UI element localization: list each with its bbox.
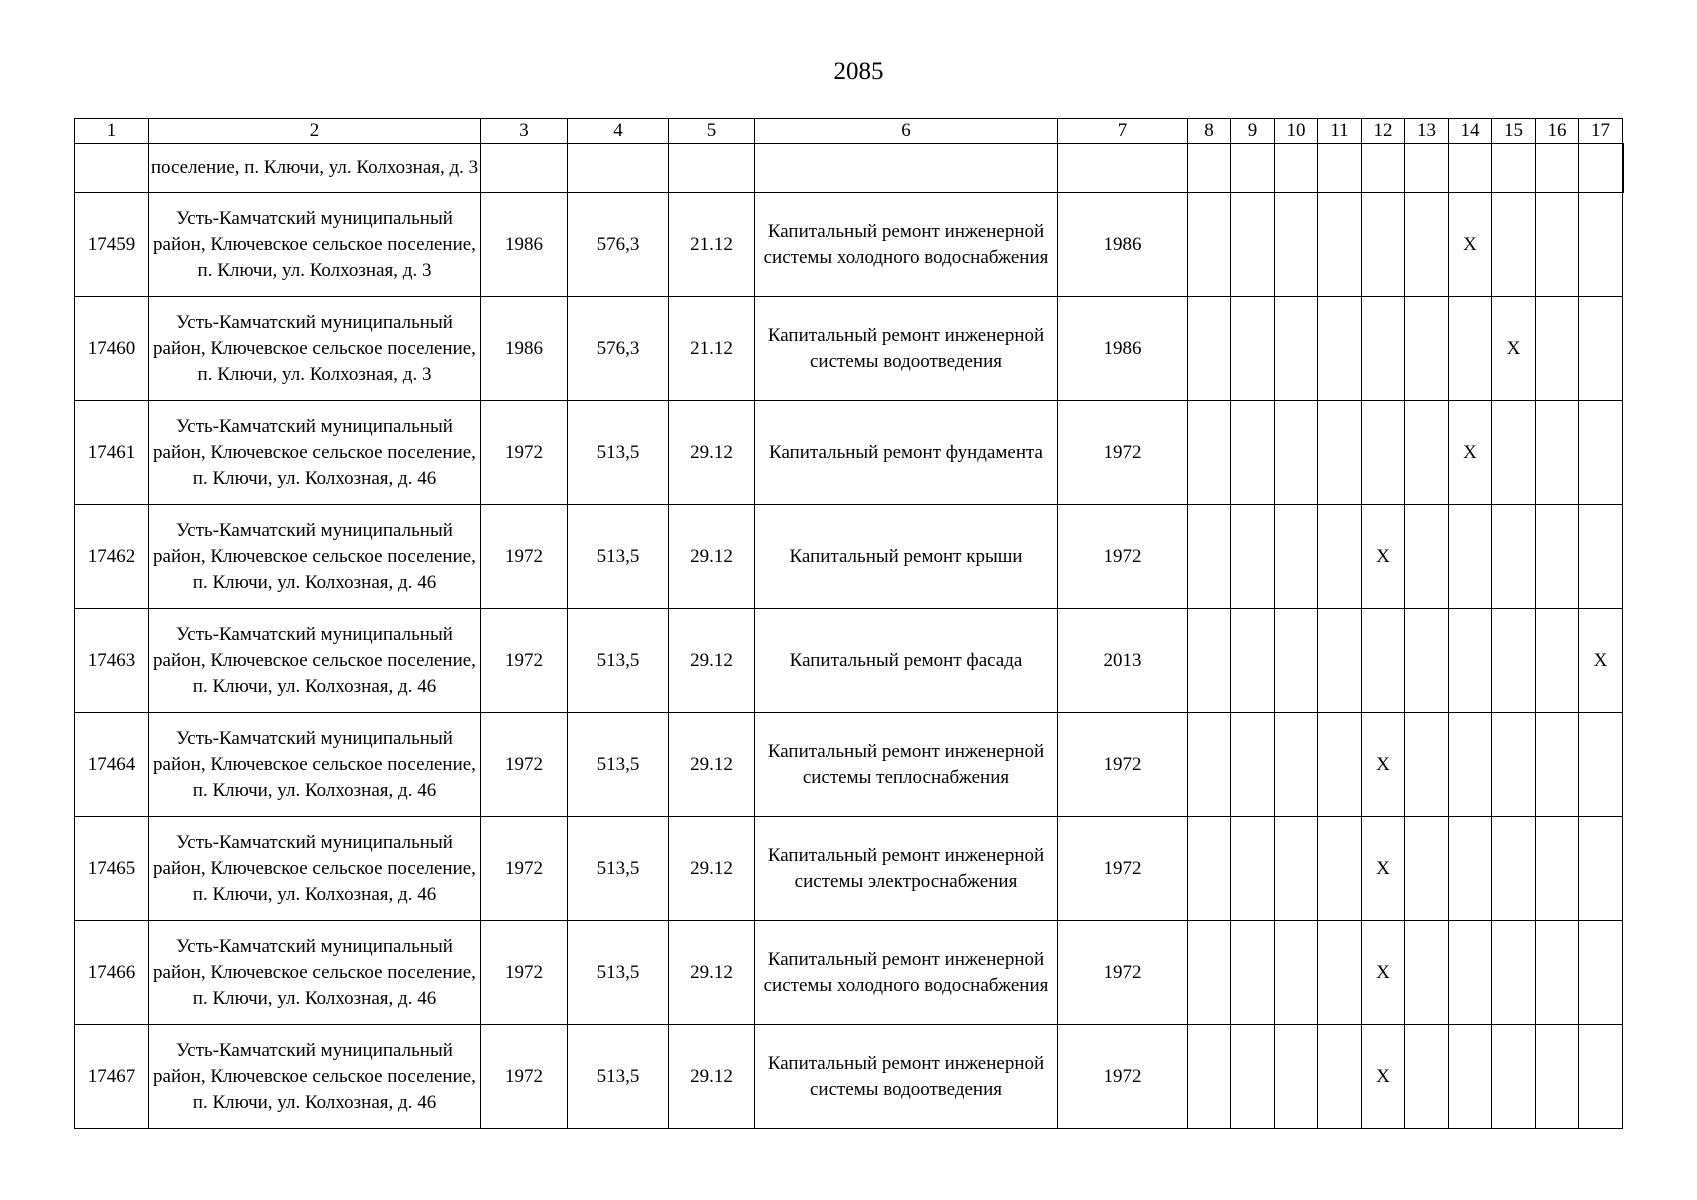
cell-address: Усть-Камчатский муниципальный район, Ключевское сельское поселение, п. Ключи, ул. Колхозная, д. 3 [149,297,481,401]
cell-empty [1318,1025,1362,1129]
cell-empty [568,144,669,193]
cell-empty [1536,817,1579,921]
cell-empty [1188,144,1231,193]
cell-work-type: Капитальный ремонт инженерной системы холодного водоснабжения [755,193,1058,297]
cell-empty [1449,1025,1492,1129]
table-row [75,713,1624,817]
column-header: 10 [1275,119,1318,144]
cell-mark: X [1362,713,1405,817]
column-header: 13 [1405,119,1449,144]
cell-empty [1275,193,1318,297]
cell-empty [1188,193,1231,297]
table-row [75,193,1624,297]
cell-mark: X [1579,609,1623,713]
cell-empty [1318,144,1362,193]
cell-build-year: 1972 [481,817,568,921]
cell-empty [1492,505,1536,609]
cell-mark: X [1362,505,1405,609]
cell-empty [1318,193,1362,297]
cell-address: Усть-Камчатский муниципальный район, Ключевское сельское поселение, п. Ключи, ул. Колхозная, д. 46 [149,817,481,921]
cell-empty [1405,193,1449,297]
cell-empty [1362,609,1405,713]
cell-code: 29.12 [669,1025,755,1129]
cell-mark: X [1362,921,1405,1025]
cell-id: 17463 [75,609,149,713]
cell-empty [1318,713,1362,817]
cell-empty [1449,505,1492,609]
cell-empty [1188,505,1231,609]
cell-work-year: 1972 [1058,1025,1188,1129]
cell-mark: X [1449,193,1492,297]
cell-empty [1405,921,1449,1025]
cell-build-year: 1972 [481,1025,568,1129]
cell-empty [1536,1025,1579,1129]
cell-empty [1579,401,1623,505]
cell-empty [1449,609,1492,713]
cell-empty [1536,921,1579,1025]
cell-empty [1449,297,1492,401]
cell-empty [1492,713,1536,817]
cell-empty [1318,817,1362,921]
cell-empty [1405,297,1449,401]
cell-empty [1275,401,1318,505]
cell-empty [1231,921,1275,1025]
table-row [75,505,1624,609]
cell-empty [1275,713,1318,817]
cell-address: Усть-Камчатский муниципальный район, Ключевское сельское поселение, п. Ключи, ул. Колхозная, д. 46 [149,713,481,817]
cell-empty [1058,144,1188,193]
cell-empty [1492,144,1536,193]
cell-work-type: Капитальный ремонт инженерной системы водоотведения [755,1025,1058,1129]
column-header: 5 [669,119,755,144]
cell-area: 513,5 [568,609,669,713]
cell-code: 21.12 [669,297,755,401]
cell-empty [1275,144,1318,193]
cell-empty [1449,713,1492,817]
cell-empty [1275,1025,1318,1129]
cell-work-year: 1986 [1058,193,1188,297]
column-header: 6 [755,119,1058,144]
cell-empty [1492,921,1536,1025]
cell-work-year: 1972 [1058,713,1188,817]
cell-work-type: Капитальный ремонт инженерной системы теплоснабжения [755,713,1058,817]
table-row [75,401,1624,505]
cell-empty [1449,921,1492,1025]
cell-empty [1231,609,1275,713]
cell-code: 29.12 [669,505,755,609]
cell-empty [1492,1025,1536,1129]
cell-empty [1318,505,1362,609]
cell-empty [1188,609,1231,713]
cell-code: 29.12 [669,401,755,505]
cell-empty [1579,817,1623,921]
cell-work-type: Капитальный ремонт крыши [755,505,1058,609]
continuation-row [75,144,1624,193]
cell-build-year: 1972 [481,713,568,817]
cell-area: 513,5 [568,713,669,817]
cell-empty [1318,401,1362,505]
cell-build-year: 1972 [481,401,568,505]
column-header: 11 [1318,119,1362,144]
cell-empty [1579,297,1623,401]
cell-empty [1405,1025,1449,1129]
cell-empty [1449,817,1492,921]
cell-empty [1536,609,1579,713]
table-row [75,817,1624,921]
cell-area: 513,5 [568,1025,669,1129]
cell-empty [1536,144,1579,193]
cell-empty [1362,297,1405,401]
cell-address: Усть-Камчатский муниципальный район, Ключевское сельское поселение, п. Ключи, ул. Колхозная, д. 3 [149,193,481,297]
cell-id: 17459 [75,193,149,297]
cell-work-year: 1972 [1058,401,1188,505]
column-header: 4 [568,119,669,144]
cell-work-type: Капитальный ремонт фасада [755,609,1058,713]
cell-empty [1579,1025,1623,1129]
cell-id: 17466 [75,921,149,1025]
cell-code: 29.12 [669,817,755,921]
capital-repair-table [74,118,1624,1129]
cell-empty [1231,193,1275,297]
cell-build-year: 1972 [481,609,568,713]
cell-address: Усть-Камчатский муниципальный район, Ключевское сельское поселение, п. Ключи, ул. Колхозная, д. 46 [149,921,481,1025]
cell-build-year: 1986 [481,193,568,297]
cell-code: 21.12 [669,193,755,297]
cell-address: Усть-Камчатский муниципальный район, Ключевское сельское поселение, п. Ключи, ул. Колхозная, д. 46 [149,609,481,713]
cell-work-type: Капитальный ремонт инженерной системы электроснабжения [755,817,1058,921]
cell-id: 17464 [75,713,149,817]
cell-empty [755,144,1058,193]
column-header: 16 [1536,119,1579,144]
cell-work-type: Капитальный ремонт инженерной системы холодного водоснабжения [755,921,1058,1025]
cell-empty [1405,817,1449,921]
cell-area: 513,5 [568,921,669,1025]
table-row [75,1025,1624,1129]
cell-address: Усть-Камчатский муниципальный район, Ключевское сельское поселение, п. Ключи, ул. Колхозная, д. 46 [149,505,481,609]
cell-empty [1492,609,1536,713]
cell-empty [1536,401,1579,505]
cell-empty [1188,713,1231,817]
table-body [75,119,1624,1129]
cell-empty [1405,713,1449,817]
table-row [75,609,1624,713]
cell-empty [1188,401,1231,505]
cell-build-year: 1972 [481,921,568,1025]
column-number-row [75,119,1624,144]
cell-mark: X [1492,297,1536,401]
cell-empty [1231,505,1275,609]
cell-empty [1405,609,1449,713]
cell-empty [1318,921,1362,1025]
cell-area: 576,3 [568,297,669,401]
cell-empty [1231,817,1275,921]
cell-empty [1231,144,1275,193]
cell-area: 513,5 [568,401,669,505]
cell-empty [1579,144,1623,193]
column-header: 2 [149,119,481,144]
cell-empty [1405,401,1449,505]
cell-work-year: 2013 [1058,609,1188,713]
cell-work-year: 1986 [1058,297,1188,401]
cell-build-year: 1986 [481,297,568,401]
cell-empty [1579,505,1623,609]
cell-empty [1492,817,1536,921]
cell-empty [481,144,568,193]
cell-work-type: Капитальный ремонт фундамента [755,401,1058,505]
cell-address: поселение, п. Ключи, ул. Колхозная, д. 3 [149,144,481,193]
cell-empty [1318,609,1362,713]
cell-empty [1275,921,1318,1025]
cell-empty [1492,193,1536,297]
column-header: 7 [1058,119,1188,144]
cell-build-year: 1972 [481,505,568,609]
column-header: 12 [1362,119,1405,144]
cell-address: Усть-Камчатский муниципальный район, Ключевское сельское поселение, п. Ключи, ул. Колхозная, д. 46 [149,1025,481,1129]
cell-code: 29.12 [669,609,755,713]
cell-empty [1362,401,1405,505]
cell-id: 17467 [75,1025,149,1129]
cell-id: 17462 [75,505,149,609]
cell-work-year: 1972 [1058,505,1188,609]
cell-empty [1536,297,1579,401]
cell-id: 17460 [75,297,149,401]
column-header: 9 [1231,119,1275,144]
cell-empty [1188,921,1231,1025]
cell-empty [1275,505,1318,609]
cell-code: 29.12 [669,713,755,817]
cell-mark: X [1362,817,1405,921]
cell-empty [1536,505,1579,609]
cell-empty [1579,713,1623,817]
cell-empty [1362,144,1405,193]
cell-empty [1405,144,1449,193]
cell-empty [1231,297,1275,401]
cell-address: Усть-Камчатский муниципальный район, Ключевское сельское поселение, п. Ключи, ул. Колхозная, д. 46 [149,401,481,505]
cell-empty [1449,144,1492,193]
column-header: 17 [1579,119,1623,144]
cell-empty [1188,1025,1231,1129]
cell-empty [1405,505,1449,609]
cell-empty [669,144,755,193]
column-header: 15 [1492,119,1536,144]
cell-id [75,144,149,193]
cell-empty [1536,713,1579,817]
cell-area: 576,3 [568,193,669,297]
cell-empty [1318,297,1362,401]
cell-empty [1275,817,1318,921]
page-number: 2085 [833,58,884,85]
column-header: 14 [1449,119,1492,144]
cell-empty [1536,193,1579,297]
cell-mark: X [1362,1025,1405,1129]
cell-empty [1231,1025,1275,1129]
column-header: 8 [1188,119,1231,144]
cell-work-year: 1972 [1058,921,1188,1025]
column-header: 1 [75,119,149,144]
cell-empty [1492,401,1536,505]
cell-code: 29.12 [669,921,755,1025]
cell-empty [1275,609,1318,713]
cell-empty [1231,401,1275,505]
cell-id: 17461 [75,401,149,505]
cell-empty [1275,297,1318,401]
cell-empty [1623,144,1624,193]
cell-area: 513,5 [568,505,669,609]
cell-empty [1579,921,1623,1025]
cell-work-type: Капитальный ремонт инженерной системы водоотведения [755,297,1058,401]
cell-empty [1362,193,1405,297]
column-header: 3 [481,119,568,144]
cell-empty [1231,713,1275,817]
cell-area: 513,5 [568,817,669,921]
cell-mark: X [1449,401,1492,505]
cell-empty [1188,817,1231,921]
table-row [75,921,1624,1025]
cell-empty [1579,193,1623,297]
cell-work-year: 1972 [1058,817,1188,921]
cell-empty [1188,297,1231,401]
cell-id: 17465 [75,817,149,921]
table-row [75,297,1624,401]
